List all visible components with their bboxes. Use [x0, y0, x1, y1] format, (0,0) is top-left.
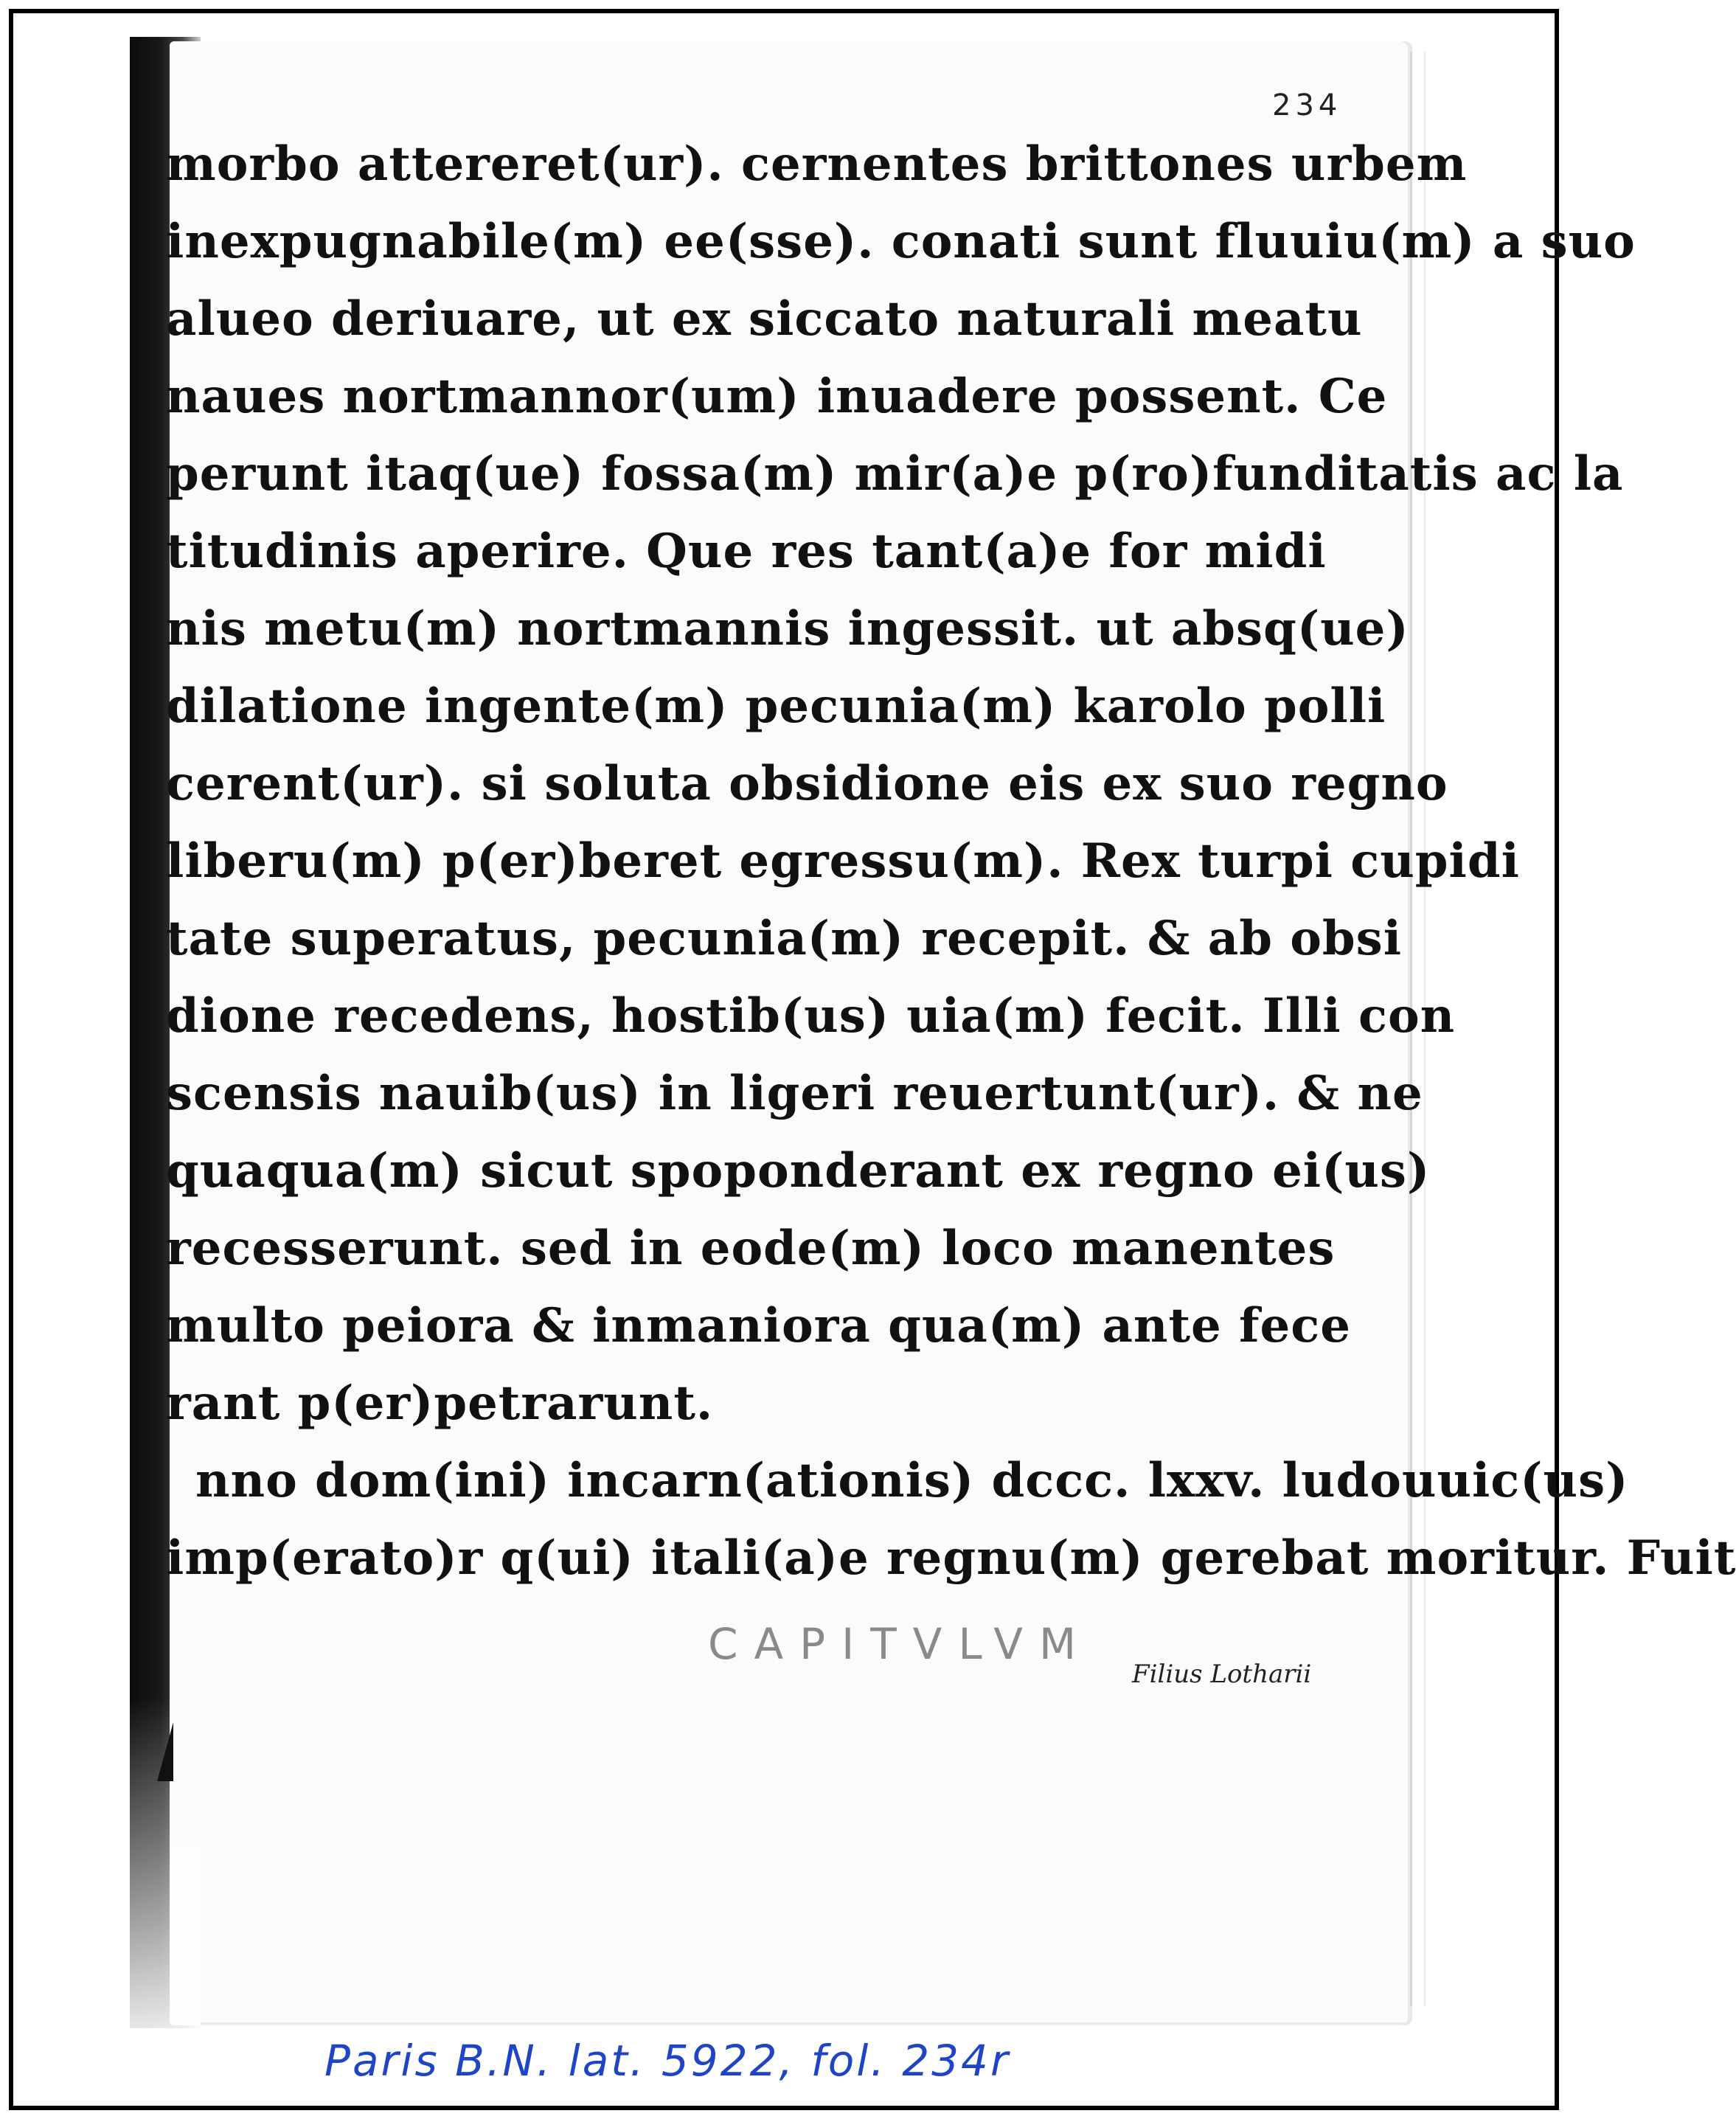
text-line: morbo attereret(ur). cernentes brittones urbem — [166, 136, 1468, 192]
text-line: perunt itaq(ue) fossa(m) mir(a)e p(ro)funditatis ac la — [166, 446, 1624, 502]
text-line: nno dom(ini) incarn(ationis) dccc. lxxv. ludouuic(us) — [195, 1453, 1629, 1508]
text-line: multo peiora & inmaniora qua(m) ante fece — [166, 1298, 1351, 1353]
folio-number: 234 — [1272, 89, 1342, 122]
shelfmark-annotation: Paris B.N. lat. 5922, fol. 234r — [324, 2036, 1010, 2086]
text-line: cerent(ur). si soluta obsidione eis ex suo regno — [166, 756, 1448, 811]
chapter-rubric: CAPITVLVM — [708, 1619, 1093, 1669]
text-line: alueo deriuare, ut ex siccato naturali meatu — [166, 291, 1363, 347]
text-line: titudinis aperire. Que res tant(a)e for midi — [166, 524, 1327, 579]
text-line: recesserunt. sed in eode(m) loco manentes — [166, 1221, 1336, 1276]
text-line: tate superatus, pecunia(m) recepit. & ab obsi — [166, 911, 1402, 966]
text-line: scensis nauib(us) in ligeri reuertunt(ur). & ne — [166, 1066, 1423, 1121]
gutter-fade — [130, 1696, 201, 2028]
text-line: inexpugnabile(m) ee(sse). conati sunt fluuiu(m) a suo — [166, 214, 1636, 269]
text-line: rant p(er)petrarunt. — [166, 1376, 714, 1431]
text-line: dilatione ingente(m) pecunia(m) karolo polli — [166, 679, 1386, 734]
text-line: liberu(m) p(er)beret egressu(m). Rex turpi cupidi — [166, 833, 1520, 889]
marginal-gloss: Filius Lotharii — [1132, 1660, 1312, 1689]
text-line: imp(erato)r q(ui) itali(a)e regnu(m) gerebat moritur. Fuit — [166, 1530, 1736, 1586]
text-line: quaqua(m) sicut spoponderant ex regno ei(us) — [166, 1143, 1431, 1199]
text-line: dione recedens, hostib(us) uia(m) fecit. Illi con — [166, 988, 1456, 1044]
manuscript-text-block — [166, 125, 1736, 1597]
text-line: nis metu(m) nortmannis ingessit. ut absq(ue) — [166, 601, 1409, 656]
text-line: naues nortmannor(um) inuadere possent. Ce — [166, 369, 1388, 424]
